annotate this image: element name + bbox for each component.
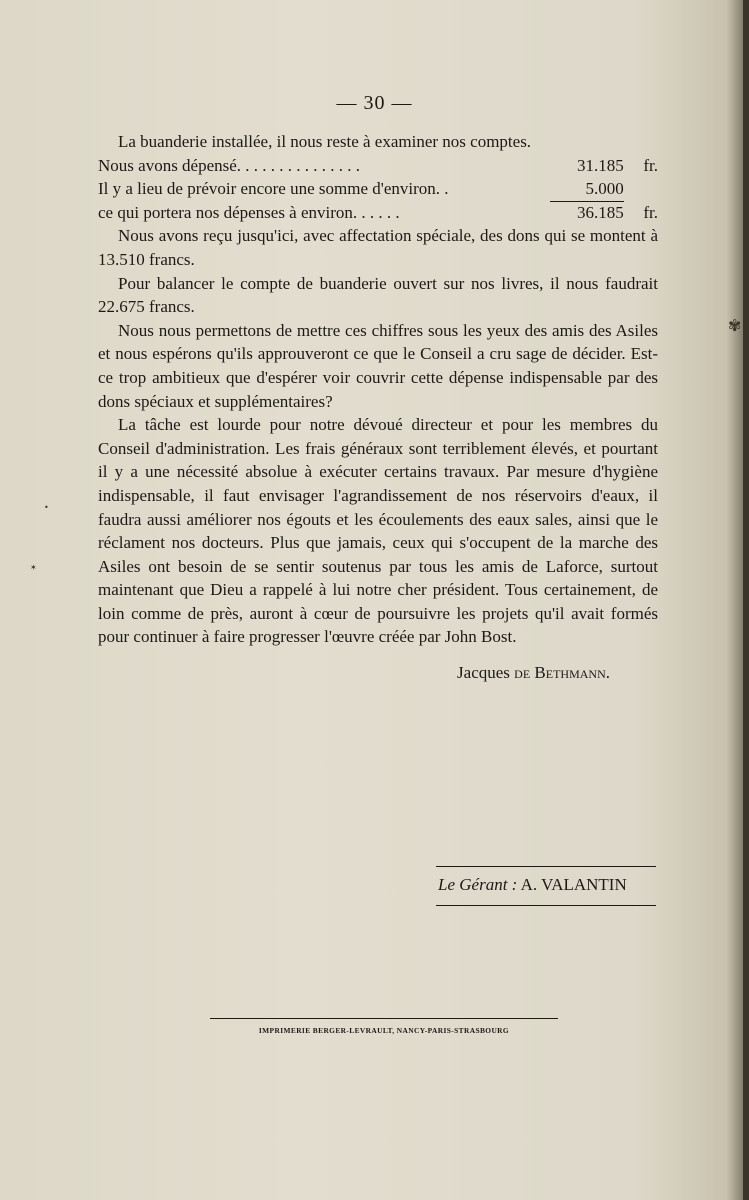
account-unit: fr. xyxy=(643,202,658,222)
paragraph: La buanderie installée, il nous reste à examiner nos comptes. xyxy=(118,132,532,151)
margin-speck: • xyxy=(44,503,49,512)
paragraph: Nous avons reçu jusqu'ici, avec affectation spéciale, des dons qui se montent à 13.510 francs. xyxy=(98,226,658,269)
page-number: — 30 — xyxy=(336,92,413,114)
signature-surname: Bethmann. xyxy=(534,663,610,683)
account-total-line xyxy=(98,201,658,225)
paragraph: La tâche est lourde pour notre dévoué directeur et pour les membres du Conseil d'administration. Les frais généraux sont terriblement élevés, et pourtant il y a une nécessité absolue à exécuter certains travaux. Par mesure d'hygiène indispensable, il faut envisager l'agrandissement de nos réservoirs d'eaux, il faudra aussi améliorer nos égouts et les écoulements des eaux sales, ainsi que le réclament nos docteurs. Plus que jamais, ceux qui s'occupent de la marche des Asiles ont besoin de se sentir soutenus par tous les amis de Laforce, surtout maintenant que Dieu a rappelé à lui notre cher président. Tous certainement, de loin comme de près, auront à cœur de poursuivre les projets qu'il avait formés pour continuer à faire progresser l'œuvre créée par John Bost. xyxy=(98,415,658,647)
signature-first-name: Jacques xyxy=(457,663,510,683)
signature xyxy=(98,661,658,685)
signature-particle: de xyxy=(514,663,531,683)
paragraph: Pour balancer le compte de buanderie ouvert sur nos livres, il nous faudrait 22.675 francs. xyxy=(98,273,658,317)
account-label: ce qui portera nos dépenses à environ. . . . . . xyxy=(98,202,400,222)
gerant-block xyxy=(436,866,656,906)
account-amount: 31.185 xyxy=(577,155,624,175)
page-edge-shadow xyxy=(743,0,749,1200)
account-label: Nous avons dépensé. . . . . . . . . . . . . . . xyxy=(98,155,361,175)
gerant-line xyxy=(436,867,656,905)
account-line xyxy=(98,177,658,201)
account-unit: fr. xyxy=(643,155,658,175)
paragraph: Nous nous permettons de mettre ces chiffres sous les yeux des amis des Asiles et nous espérons qu'ils approuveront ce que le Conseil a cru sage de décider. Est-ce trop ambitieux que d'espérer voir couvrir cette dépense indispensable par des dons spéciaux et supplémentaires? xyxy=(98,320,658,411)
main-text xyxy=(98,130,658,685)
account-amount: 5.000 xyxy=(585,179,624,199)
printer-block xyxy=(210,1018,558,1035)
divider xyxy=(436,905,656,906)
margin-stain: ✾ xyxy=(728,316,742,335)
margin-speck: ✶ xyxy=(30,563,37,572)
printer-imprint: IMPRIMERIE BERGER-LEVRAULT, NANCY-PARIS-STRASBOURG xyxy=(258,1026,510,1035)
account-total-amount: 36.185 xyxy=(550,201,624,223)
gerant-label: Le Gérant : xyxy=(438,875,518,894)
account-line xyxy=(98,154,658,178)
gerant-name: A. VALANTIN xyxy=(520,875,627,894)
account-label: Il y a lieu de prévoir encore une somme d'environ. . xyxy=(98,179,449,199)
